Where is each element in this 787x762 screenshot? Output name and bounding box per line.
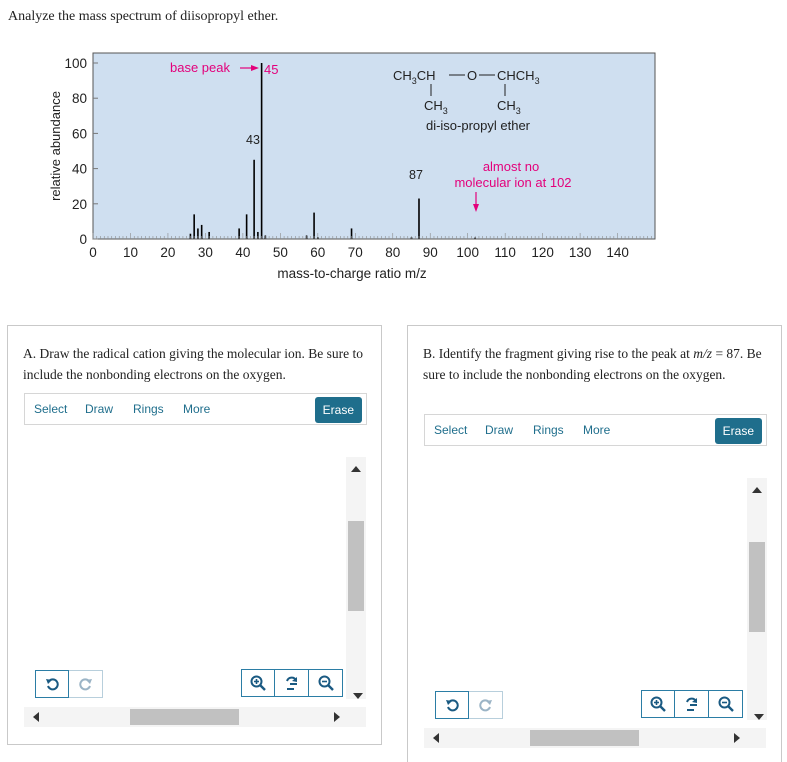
drawing-toolbar-a: [24, 393, 367, 425]
zoom-in-icon: [650, 696, 666, 712]
scroll-right-arrow-a[interactable]: [334, 712, 340, 722]
erase-button-b[interactable]: Erase: [715, 418, 762, 444]
zoom-out-button-a[interactable]: [309, 669, 343, 697]
y-axis-label: relative abundance: [48, 91, 63, 201]
zoom-in-button-b[interactable]: [641, 690, 675, 718]
scroll-down-arrow-a[interactable]: [353, 693, 363, 699]
undo-redo-group-b: [435, 691, 503, 721]
rings-tool-a[interactable]: Rings: [133, 402, 164, 416]
x-axis-label: mass-to-charge ratio m/z: [277, 266, 427, 281]
scroll-up-arrow-b[interactable]: [752, 487, 762, 493]
svg-text:CH3: $CH_3$: [497, 98, 521, 116]
x-tick-label: 80: [385, 245, 401, 260]
svg-text:O: O: [467, 68, 478, 83]
x-tick-label: 10: [122, 245, 138, 260]
x-tick-label: 0: [89, 245, 97, 260]
x-tick-label: 100: [456, 245, 479, 260]
zoom-reset-button-a[interactable]: [275, 669, 309, 697]
more-tool-a[interactable]: More: [183, 402, 211, 416]
undo-redo-group-a: [35, 670, 103, 700]
x-tick-label: 140: [606, 245, 629, 260]
scroll-right-arrow-b[interactable]: [734, 733, 740, 743]
select-tool-b[interactable]: Select: [434, 423, 468, 437]
question-a-text: A. Draw the radical cation giving the molecular ion. Be sure to include the nonbonding electrons on the oxygen.: [23, 346, 364, 382]
hscroll-thumb-a[interactable]: [130, 709, 239, 725]
x-tick-label: 90: [422, 245, 438, 260]
question-b-text: B. Identify the fragment giving rise to the peak at m/z = 87. Be sure to include the nonbonding electrons on the oxygen.: [423, 346, 762, 382]
mass-spectrum-chart: [0, 30, 787, 300]
x-tick-label: 40: [235, 245, 251, 260]
undo-icon: [45, 677, 59, 691]
zoom-out-icon: [718, 696, 734, 712]
x-tick-label: 130: [568, 245, 592, 260]
vertical-scrollbar-a[interactable]: [346, 457, 366, 699]
plot-area: [93, 53, 655, 239]
undo-icon: [445, 698, 459, 712]
redo-icon: [79, 677, 93, 691]
x-tick-label: 110: [494, 245, 516, 260]
drawing-toolbar-b: [424, 414, 767, 446]
redo-button-a[interactable]: [69, 670, 103, 698]
draw-tool-a[interactable]: Draw: [85, 402, 114, 416]
hscroll-thumb-b[interactable]: [530, 730, 639, 746]
zoom-reset-icon: [284, 675, 300, 691]
scroll-up-arrow-a[interactable]: [351, 466, 361, 472]
zoom-group-a: [241, 669, 343, 699]
structure-name: di-iso-propyl ether: [425, 118, 531, 133]
redo-button-b[interactable]: [469, 691, 503, 719]
zoom-in-icon: [250, 675, 266, 691]
svg-text:CHCH3: $CHCH_3$: [497, 68, 540, 86]
horizontal-scrollbar-b[interactable]: [424, 728, 766, 748]
zoom-out-button-b[interactable]: [709, 690, 743, 718]
erase-button-a[interactable]: Erase: [315, 397, 362, 423]
x-tick-label: 60: [310, 245, 326, 260]
intro-text: Analyze the mass spectrum of diisopropyl ether.: [8, 9, 279, 24]
scroll-down-arrow-b[interactable]: [754, 714, 764, 720]
base-peak-label: base peak: [170, 60, 230, 75]
almost-no-label: almost no: [482, 159, 540, 174]
scroll-left-arrow-b[interactable]: [433, 733, 439, 743]
horizontal-scrollbar-a[interactable]: [24, 707, 366, 727]
x-tick-label: 120: [531, 245, 554, 260]
y-tick-label: 80: [71, 91, 87, 107]
draw-tool-b[interactable]: Draw: [485, 423, 514, 437]
x-tick-label: 20: [160, 245, 176, 260]
zoom-reset-button-b[interactable]: [675, 690, 709, 718]
svg-text:CH3: $CH_3$: [424, 98, 448, 116]
scroll-thumb-a[interactable]: [348, 521, 364, 611]
base-peak-mz: 45: [264, 62, 279, 77]
vertical-scrollbar-b[interactable]: [747, 478, 767, 720]
panel-b: [407, 325, 782, 762]
scroll-left-arrow-a[interactable]: [33, 712, 39, 722]
x-tick-label: 30: [197, 245, 213, 260]
y-tick-label: 40: [71, 161, 87, 177]
panel-a: [7, 325, 382, 745]
zoom-out-icon: [318, 675, 334, 691]
peak-43-label: 43: [246, 133, 260, 147]
undo-button-b[interactable]: [435, 691, 469, 719]
zoom-group-b: [641, 690, 743, 720]
select-tool-a[interactable]: Select: [34, 402, 68, 416]
rings-tool-b[interactable]: Rings: [533, 423, 564, 437]
scroll-thumb-b[interactable]: [749, 542, 765, 632]
y-tick-label: 0: [79, 232, 87, 247]
more-tool-b[interactable]: More: [583, 423, 611, 437]
undo-button-a[interactable]: [35, 670, 69, 698]
peak-87-label: 87: [409, 168, 423, 182]
zoom-reset-icon: [684, 696, 700, 712]
redo-icon: [479, 698, 493, 712]
zoom-in-button-a[interactable]: [241, 669, 275, 697]
x-tick-label: 50: [272, 245, 288, 260]
x-tick-label: 70: [347, 245, 363, 260]
y-tick-label: 60: [71, 126, 87, 142]
y-tick-label: 100: [64, 56, 87, 71]
y-tick-label: 20: [71, 196, 87, 212]
svg-text:CH3CH: $CH_3CH$: [393, 68, 436, 86]
molecular-ion-label: molecular ion at 102: [454, 175, 572, 190]
